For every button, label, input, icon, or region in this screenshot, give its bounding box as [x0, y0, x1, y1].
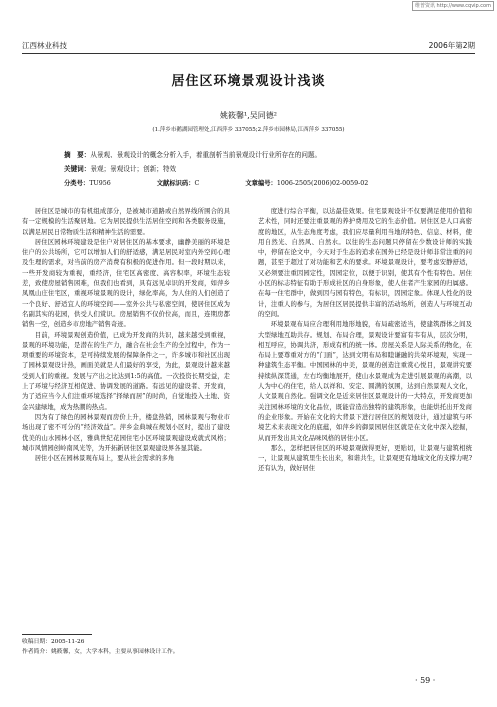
- page-number: · 59 ·: [415, 676, 436, 685]
- article-id-group: [245, 180, 390, 187]
- clc-value: TU956: [89, 180, 111, 187]
- paragraph: 居住区是城市的有机组成部分，是被城市道路或自然界线所围合的具有一定规模的生活聚居地。它为居民提供生活居住空间和各类服务设施，以满足居民日常物质生活和精神生活的需要。: [22, 208, 230, 236]
- footnote-rule: [22, 634, 92, 635]
- article-title: 居住区环境景观设计浅谈: [171, 74, 326, 89]
- article-id-label: 文章编号：: [245, 180, 277, 187]
- footnote-author: 作者简介：姚筱馨，女，大学本科，主要从事园林设计工作。: [22, 649, 179, 655]
- paragraph: 目前，环境景观创造价值，已成为开发商的共识，越来越受到重视，景观的环境功能，是潜在的生产力，融合在社会生产的全过程中，作为一项重要的环境资本，是可持续发展的保障条件之一，许多城市和社区出现了园林景观设计热，画面美就是人们最好的享受，为此，景观设计越来越受到人们的重视。发展与产出之比达到1:5的高值。一次投资长期受益，走上了环境与经济互相促进、协调发展的道路。有远见的建设者、开发商，为了适应当今人们注重环境选择“择绿而居”的时尚，自觉地投入土地、资金兴建绿地，成为热潮的热点。: [22, 331, 230, 411]
- clc-label: 分类号：: [64, 180, 90, 187]
- running-header: [22, 40, 475, 52]
- affiliation: (1.萍乡市鹅湖园管理处,江西萍乡 337055;2.萍乡市园林局,江西萍乡 337055): [152, 127, 345, 133]
- watermark: 维普资讯 http://www.cqvip.com: [412, 1, 494, 11]
- classification-line: [64, 179, 444, 189]
- body-column-left: [22, 207, 230, 464]
- clc-group: [64, 180, 133, 187]
- issue-label: 2006年第2期: [428, 41, 475, 50]
- body-column-right: [258, 207, 472, 475]
- header-rule: [22, 53, 475, 54]
- footnote-received: 收稿日期：2005-11-26: [22, 639, 85, 645]
- abstract-text: 从景观、景观设计的概念分析入手，着重剖析当前景观设计行业所存在的问题。: [90, 151, 322, 159]
- abstract-label: 摘 要：: [64, 151, 91, 159]
- paragraph: 那么，怎样把居住区的环境景观做得更好，更贴切，让景观与建筑相统一，让景观从建筑里生长出来，和谐共生，让景观更有地域文化的支撑力呢?还有认为，做好居住: [258, 444, 472, 473]
- keywords-label: 关键词：: [64, 165, 91, 173]
- paragraph: 居住小区在园林景观布局上，要从社会需求的多角: [34, 455, 175, 463]
- paragraph: 居住区园林环境建设是住户对居住区的基本要求，幽静美丽的环境是住户的公共场所，它可以增加人们的舒适感，满足居民对室内外空间心理及生理的需求，对当前的房产消费有积极的促进作用。但一段时期以来，一些开发商较为重视，重经济，住宅区高密度、高容积率，环境生态较差，致使房屋销售困难，但我们也看到，具有远见卓识的开发商，如萍乡凤凰山庄住宅区，重视环境景观的设计，绿化率高，为人住的人们创造了一个良好、舒适宜人的环境空间——室外公共与私密空间，使居住区成为名副其实的花园，供受人们赏识。房屋销售不仅价位高，而且，连期房都销售一空，创造乡市房地产销售奇迹。: [22, 238, 230, 329]
- paragraph: 度进行综合平衡，以达最佳效果。住宅景观设计不仅要满足使用价值和艺术性，同时还要注重景观的养护费用及它的生态价值。居住区是人口高密度的地区，从生态角度考虑，我们应尽量利用当地的特色、信息、材料，使用自然光、自然风、自然水。以往的生态问题只停留在少数设计师的实践中，停留在论文中，今天对于生态的追求在国外已经是设计师非常注重的问题，甚至于超过了对功能和艺术的要求。环境景观设计，要考虑安静舒适，又必须要注重因园定性，因园定位，以便于识别，使其有个性有特色。居住小区的标志特征有助于形成社区的自身形象，使人住者产生家园的归属感。在每一住宅群中，做到因与园有特色，有标识，因园定象。体现人性化的设计，注重人的参与，为居住区居民提供丰富的活动场所，创造人与环境互动的空间。: [258, 208, 472, 318]
- keywords-text: 景观；景观设计；创新；特效: [90, 165, 177, 173]
- doc-code-value: C: [194, 180, 200, 187]
- abstract: [64, 150, 444, 160]
- keywords: [64, 164, 444, 174]
- paragraph: 环境景观布局应合理利用地形地貌，布局疏密适当，使建筑群体之间及大型绿地互助共存。规划、布局合理，景观设计要富有韦有从，层次分明，相互呼应，协调共济，形成有机的统一体。房屋关系是人际关系的物化，在布局上要尊重对方的“门面”，达到文明布局和睦谦融的共荣环境观，实现一种建筑生态平衡。中国园林的中美，景观的创造注重赏心悦目，景观讲究要持续纵深贯通，左右均衡地展开，使山水景观成为走进引展景观的高潮，以人为中心的住宅，给人以祥和、安定、圆满的氛围，达到自然景观人文化，人文景观自然化。强调文化是近来居住区景观设计的一大特点，开发商更加关注园林环境的文化品位，既能营造出独特的建筑形象，也能烘托出开发商的企业形象。开始在文化的大背景下进行居住区的规划设计，通过建筑与环境艺术来表现文化的底蕴，如萍乡的御景园居住区就是在文化中深入挖掘，从而开发出具文化品味风格的居住小区。: [258, 321, 472, 442]
- doc-code-label: 文献标识码：: [156, 180, 195, 187]
- doc-code-group: [157, 180, 222, 187]
- paragraph: 因为有了绿色的园林景观而房价上升，楼盘热销，园林景观与物业市场出现了密不可分的“经济效益”。萍乡金典城在规划小区时，提出了建设优美的山水园林小区，雅典世纪花园住宅小区环境景观建设成就式风格；城市风情园创岭南风光等，为开拓新居住区景观建设界各显其能。: [22, 413, 230, 452]
- article-id-value: 1006-2505(2006)02-0059-02: [276, 180, 369, 187]
- journal-name: 江西林业科技: [22, 41, 67, 50]
- authors: 姚筱馨¹,吴同德²: [220, 111, 277, 120]
